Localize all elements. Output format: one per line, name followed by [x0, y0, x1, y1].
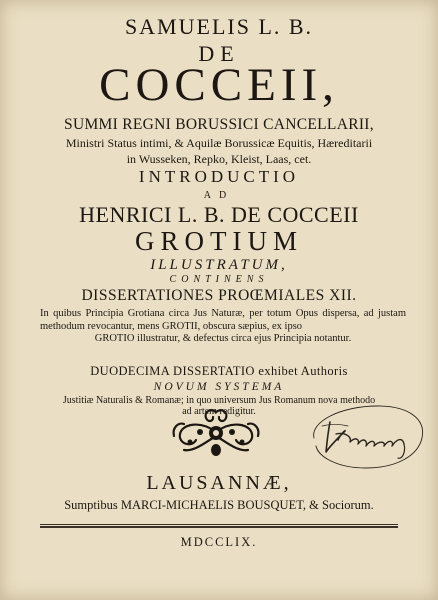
justitiae-line-1: Justitiæ Naturalis & Romanæ; in quo universum Jus Romanum nova methodo [62, 395, 376, 406]
ad-line: AD [203, 190, 235, 201]
office-line: SUMMI REGNI BORUSSICI CANCELLARII, [64, 116, 374, 133]
year-line: MDCCLIX. [180, 535, 258, 549]
handwritten-signature [300, 398, 428, 474]
divider-rule-thin [40, 524, 398, 525]
divider-rule-thick [40, 526, 398, 528]
grotium-line: GROTIUM [135, 226, 303, 256]
henrici-line: HENRICI L. B. DE COCCEII [79, 202, 359, 227]
printers-ornament-icon [170, 406, 262, 458]
illustratum-line: ILLUSTRATUM, [150, 257, 288, 273]
justitiae-line-2: ad artem redigitur. [182, 406, 256, 417]
author-line: SAMUELIS L. B. [124, 14, 314, 39]
work-title: INTRODUCTIO [138, 167, 300, 186]
place-line: LAUSANNÆ, [146, 472, 292, 494]
titles-line-2: in Wusseken, Repko, Kleist, Laas, cet. [126, 152, 312, 166]
description-paragraph [40, 308, 406, 346]
description-last-line: GROTIO illustratur, & defectus circa ejus Principia notantur. [94, 333, 352, 345]
description-text: In quibus Principia Grotiana circa Jus Naturæ, per totum Opus dispersa, ad justam methodum revocantur, mens GROTII, obscura sæpius, ex ipso [40, 308, 406, 332]
author-surname: COCCEII, [99, 59, 339, 111]
dissertationes-line: DISSERTATIONES PROŒMIALES XII. [81, 287, 357, 304]
publisher-line: Sumptibus MARCI-MICHAELIS BOUSQUET, & Sociorum. [64, 498, 374, 512]
duodecima-line: DUODECIMA DISSERTATIO exhibet Authoris [90, 364, 348, 378]
titles-line-1: Ministri Status intimi, & Aquilæ Borussicæ Equitis, Hæreditarii [65, 136, 373, 150]
novum-systema-line: NOVUM SYSTEMA [153, 381, 285, 393]
de-line: DE [198, 41, 240, 66]
continens-line: CONTINENS [169, 274, 269, 285]
